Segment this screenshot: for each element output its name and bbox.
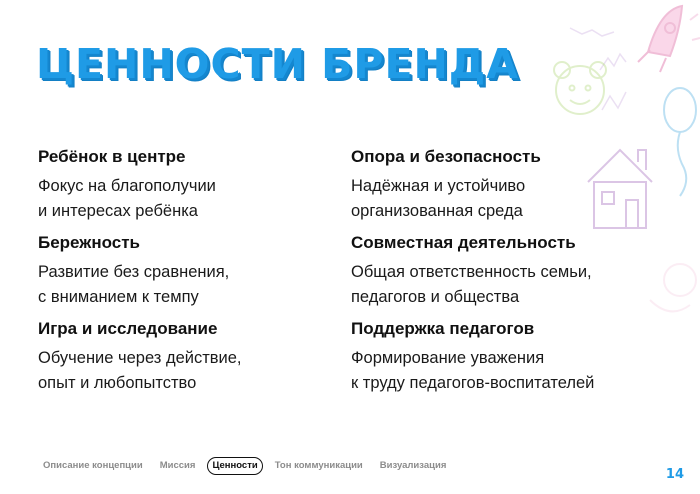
value-description-line: Надёжная и устойчиво xyxy=(351,177,526,195)
value-heading: Бережность xyxy=(38,233,140,252)
bear-face-drawing-icon xyxy=(554,62,606,114)
nav-item-concept[interactable]: Описание концепции xyxy=(43,460,143,471)
value-description-line: организованная среда xyxy=(351,202,523,220)
value-description-line: опыт и любопытство xyxy=(38,374,197,392)
value-description-line: Фокус на благополучии xyxy=(38,177,216,195)
section-nav xyxy=(38,457,458,475)
value-description-line: к труду педагогов-воспитателей xyxy=(351,374,595,392)
value-item xyxy=(38,233,338,310)
value-heading: Игра и исследование xyxy=(38,319,218,338)
value-description xyxy=(38,174,338,224)
value-description-line: Формирование уважения xyxy=(351,349,545,367)
value-heading: Ребёнок в центре xyxy=(38,147,186,166)
value-description xyxy=(351,346,651,396)
value-description-line: педагогов и общества xyxy=(351,288,520,306)
value-description-line: Обучение через действие, xyxy=(38,349,242,367)
nav-item-mission[interactable]: Миссия xyxy=(159,460,196,471)
value-heading: Совместная деятельность xyxy=(351,233,576,252)
nav-item-values[interactable]: Ценности xyxy=(207,457,262,475)
rocket-drawing-icon xyxy=(638,6,700,72)
value-description-line: с вниманием к темпу xyxy=(38,288,199,306)
value-item xyxy=(38,319,338,396)
value-item xyxy=(38,147,338,224)
balloon-drawing-icon xyxy=(664,88,696,196)
page-title: ЦЕННОСТИ БРЕНДА xyxy=(36,40,520,88)
value-item xyxy=(351,147,651,224)
value-heading: Поддержка педагогов xyxy=(351,319,535,338)
value-heading: Опора и безопасность xyxy=(351,147,541,166)
value-description-line: Развитие без сравнения, xyxy=(38,263,230,281)
value-item xyxy=(351,233,651,310)
nav-item-visualization[interactable]: Визуализация xyxy=(379,460,447,471)
value-description-line: и интересах ребёнка xyxy=(38,202,198,220)
nav-item-tone[interactable]: Тон коммуникации xyxy=(274,460,363,471)
page-number: 14 xyxy=(665,467,684,482)
value-description xyxy=(351,174,651,224)
value-description-line: Общая ответственность семьи, xyxy=(351,263,592,281)
value-description xyxy=(38,260,338,310)
value-description xyxy=(351,260,651,310)
value-item xyxy=(351,319,651,396)
value-description xyxy=(38,346,338,396)
values-grid xyxy=(38,147,638,397)
